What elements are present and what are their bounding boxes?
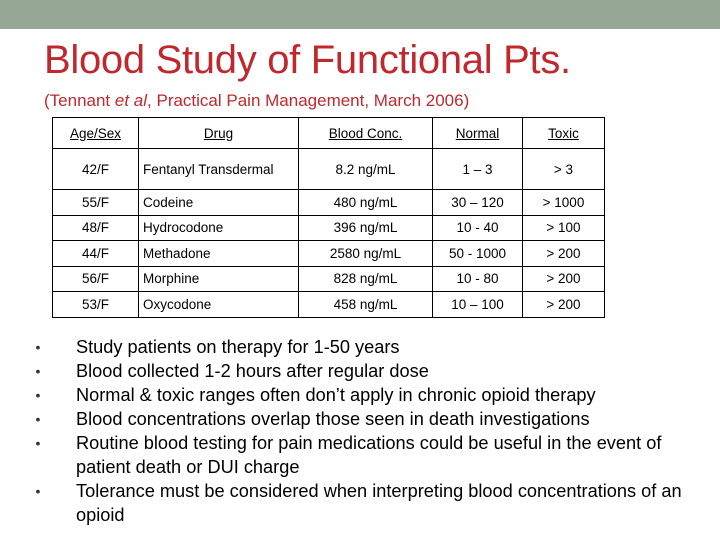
cell-drug: Methadone [139, 241, 299, 267]
cell-drug: Oxycodone [139, 292, 299, 318]
table-row [53, 266, 605, 292]
cell-blood-conc: 480 ng/mL [299, 190, 433, 216]
header-age-sex: Age/Sex [53, 118, 139, 149]
bullet-glyph: • [35, 435, 41, 451]
table-row [53, 149, 605, 190]
list-item [28, 383, 708, 407]
cell-toxic: > 200 [523, 266, 605, 292]
cell-toxic: > 200 [523, 292, 605, 318]
table-row [53, 215, 605, 241]
cell-age-sex: 44/F [53, 241, 139, 267]
cell-age-sex: 53/F [53, 292, 139, 318]
header-drug: Drug [139, 118, 299, 149]
bullet-text: Routine blood testing for pain medications could be useful in the event of patient death or DUI charge [76, 433, 662, 477]
bullet-text: Study patients on therapy for 1-50 years [76, 337, 400, 357]
bullet-glyph: • [35, 483, 41, 499]
bullet-text: Blood concentrations overlap those seen in death investigations [76, 409, 590, 429]
bullet-glyph: • [35, 339, 41, 355]
table-row [53, 190, 605, 216]
bullet-glyph: • [35, 411, 41, 427]
cell-normal: 30 – 120 [433, 190, 523, 216]
cell-normal: 10 - 40 [433, 215, 523, 241]
list-item [28, 335, 708, 359]
slide-title: Blood Study of Functional Pts. [44, 38, 571, 82]
cell-blood-conc: 8.2 ng/mL [299, 149, 433, 190]
list-item [28, 431, 708, 479]
table-row [53, 241, 605, 267]
cell-normal: 1 – 3 [433, 149, 523, 190]
bullet-glyph: • [35, 363, 41, 379]
list-item [28, 479, 708, 527]
header-blood-conc: Blood Conc. [299, 118, 433, 149]
top-accent-bar [0, 0, 720, 29]
cell-drug: Hydrocodone [139, 215, 299, 241]
subtitle-suffix: , Practical Pain Management, March 2006) [147, 91, 470, 110]
bullet-text: Blood collected 1-2 hours after regular dose [76, 361, 429, 381]
table-header-row [53, 118, 605, 149]
cell-blood-conc: 828 ng/mL [299, 266, 433, 292]
cell-blood-conc: 458 ng/mL [299, 292, 433, 318]
bullet-glyph: • [35, 387, 41, 403]
cell-toxic: > 100 [523, 215, 605, 241]
table-row [53, 292, 605, 318]
header-toxic: Toxic [523, 118, 605, 149]
cell-age-sex: 48/F [53, 215, 139, 241]
cell-blood-conc: 2580 ng/mL [299, 241, 433, 267]
findings-list [28, 335, 708, 527]
subtitle-prefix: (Tennant [44, 91, 115, 110]
cell-normal: 50 - 1000 [433, 241, 523, 267]
cell-age-sex: 55/F [53, 190, 139, 216]
cell-toxic: > 1000 [523, 190, 605, 216]
cell-drug: Morphine [139, 266, 299, 292]
cell-drug: Fentanyl Transdermal [139, 149, 299, 190]
cell-drug: Codeine [139, 190, 299, 216]
bullet-text: Tolerance must be considered when interpreting blood concentrations of an opioid [76, 481, 682, 525]
bullet-text: Normal & toxic ranges often don’t apply in chronic opioid therapy [76, 385, 596, 405]
list-item [28, 407, 708, 431]
list-item [28, 359, 708, 383]
blood-study-table [52, 117, 605, 318]
header-normal: Normal [433, 118, 523, 149]
cell-normal: 10 – 100 [433, 292, 523, 318]
cell-age-sex: 56/F [53, 266, 139, 292]
cell-normal: 10 - 80 [433, 266, 523, 292]
cell-age-sex: 42/F [53, 149, 139, 190]
cell-toxic: > 3 [523, 149, 605, 190]
slide-subtitle [44, 90, 469, 112]
cell-blood-conc: 396 ng/mL [299, 215, 433, 241]
subtitle-italic: et al [114, 91, 148, 110]
cell-toxic: > 200 [523, 241, 605, 267]
